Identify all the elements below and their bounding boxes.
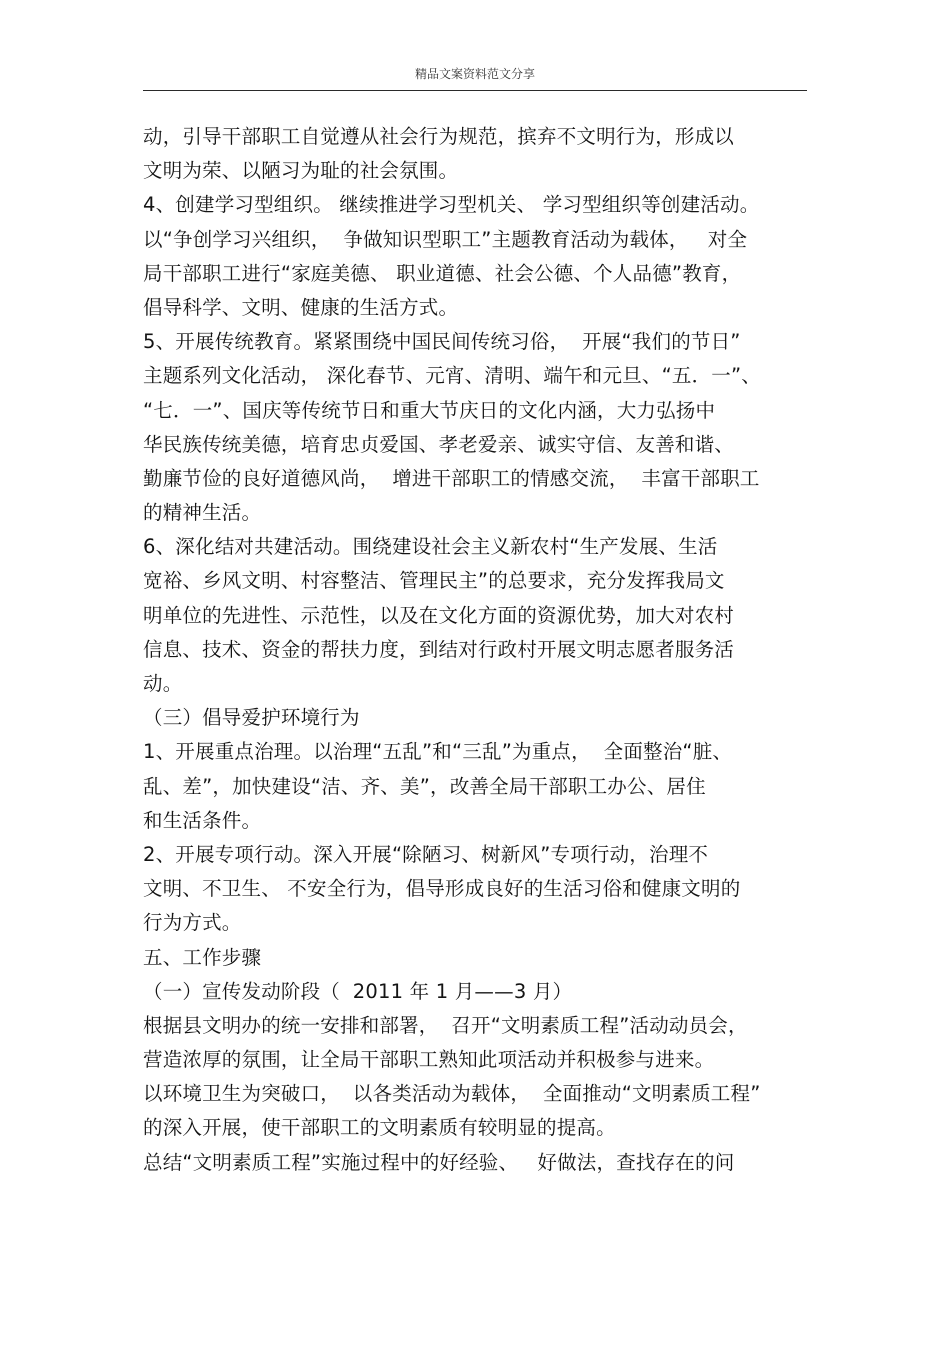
text-line: 总结“文明素质工程”实施过程中的好经验、 好做法，查找存在的问	[143, 1150, 735, 1174]
text-line: （一）宣传发动阶段（ 2011 年 1 月——3 月）	[143, 979, 573, 1003]
text-line: 以“争创学习兴组织， 争做知识型职工”主题教育活动为载体， 对全	[143, 227, 748, 251]
text-line: “七．一”、国庆等传统节日和重大节庆日的文化内涵，大力弘扬中	[143, 398, 716, 422]
text-line: 和生活条件。	[143, 808, 262, 832]
text-line: 五、工作步骤	[143, 945, 262, 969]
text-line: 根据县文明办的统一安排和部署， 召开“文明素质工程”活动动员会，	[143, 1013, 748, 1037]
text-line: 主题系列文化活动， 深化春节、元宵、清明、端午和元旦、“五．一”、	[143, 364, 762, 388]
text-line: 局干部职工进行“家庭美德、 职业道德、社会公德、个人品德”教育，	[143, 261, 742, 285]
text-line: 乱、差”，加快建设“洁、齐、美”，改善全局干部职工办公、居住	[143, 774, 706, 798]
text-line: 行为方式。	[143, 911, 242, 935]
text-line: 5、开展传统教育。紧紧围绕中国民间传统习俗， 开展“我们的节日”	[143, 330, 741, 354]
text-line: 明单位的先进性、示范性，以及在文化方面的资源优势，加大对农村	[143, 603, 735, 627]
document-body	[143, 120, 823, 1180]
text-line: 勤廉节俭的良好道德风尚， 增进干部职工的情感交流， 丰富干部职工	[143, 466, 760, 490]
text-line: 宽裕、乡风文明、村容整洁、管理民主”的总要求，充分发挥我局文	[143, 569, 725, 593]
text-line: 1、开展重点治理。以治理“五乱”和“三乱”为重点， 全面整治“脏、	[143, 740, 733, 764]
text-line: 动，引导干部职工自觉遵从社会行为规范，摈弃不文明行为，形成以	[143, 125, 735, 148]
text-line: 信息、技术、资金的帮扶力度，到结对行政村开展文明志愿者服务活	[143, 637, 735, 661]
text-line: 的精神生活。	[143, 501, 262, 525]
text-line: 的深入开展，使干部职工的文明素质有较明显的提高。	[143, 1116, 616, 1140]
text-line: 文明、不卫生、 不安全行为，倡导形成良好的生活习俗和健康文明的	[143, 877, 741, 901]
text-line: 倡导科学、文明、健康的生活方式。	[143, 295, 459, 319]
text-line: 2、开展专项行动。深入开展“除陋习、树新风”专项行动，治理不	[143, 842, 709, 866]
text-line: 营造浓厚的氛围，让全局干部职工熟知此项活动并积极参与进来。	[143, 1048, 715, 1072]
page-header-title: 精品文案资料范文分享	[414, 67, 535, 81]
text-line: 文明为荣、以陋习为耻的社会氛围。	[143, 159, 459, 183]
text-line: 华民族传统美德，培育忠贞爱国、孝老爱亲、诚实守信、友善和谐、	[143, 432, 735, 456]
text-line: 以环境卫生为突破口， 以各类活动为载体， 全面推动“文明素质工程”	[143, 1082, 761, 1106]
text-line: 4、创建学习型组织。 继续推进学习型机关、 学习型组织等创建活动。	[143, 193, 760, 217]
text-line: 动。	[143, 672, 183, 695]
text-line: （三）倡导爱护环境行为	[143, 706, 360, 730]
header-divider	[143, 90, 807, 91]
text-line: 6、深化结对共建活动。围绕建设社会主义新农村“生产发展、生活	[143, 535, 718, 559]
